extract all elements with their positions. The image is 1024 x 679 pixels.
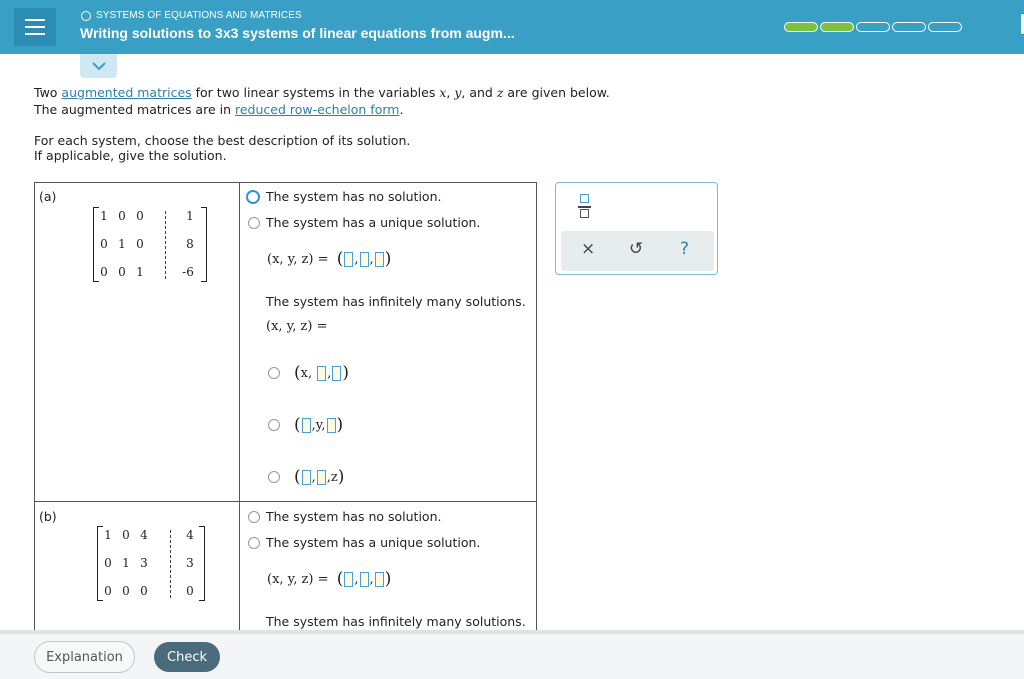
fraction-denominator-box — [580, 209, 589, 218]
option-label: The system has infinitely many solutions. — [266, 614, 526, 629]
matrix-cell: 1 — [118, 237, 126, 251]
paren: ) — [336, 415, 344, 435]
matrix-cell: 0 — [136, 209, 144, 223]
progress-bar — [784, 22, 962, 32]
matrix-cell: 0 — [136, 237, 144, 251]
fraction-icon[interactable] — [578, 194, 592, 220]
intro-text: , and — [461, 85, 497, 100]
var-text: z — [330, 469, 338, 485]
answer-box[interactable] — [344, 252, 353, 267]
explanation-button[interactable]: Explanation — [34, 641, 135, 673]
paren: ( — [294, 415, 301, 435]
intro-line-1 — [34, 84, 610, 101]
option-label: The system has no solution. — [266, 509, 442, 524]
comma: , — [311, 469, 316, 485]
matrix-cell: 1 — [136, 265, 144, 279]
topic-label: SYSTEMS OF EQUATIONS AND MATRICES — [96, 10, 302, 21]
matrix-bracket-right — [199, 526, 205, 601]
radio-button[interactable] — [268, 471, 280, 483]
progress-segment — [820, 22, 854, 32]
radio-button[interactable] — [248, 537, 260, 549]
matrix-cell: 0 — [118, 209, 126, 223]
var-z: z — [496, 85, 504, 100]
fraction-numerator-box — [580, 194, 589, 203]
answer-box[interactable] — [317, 366, 326, 381]
matrix-cell: 3 — [186, 556, 194, 570]
param-form — [294, 415, 343, 435]
intro-text: . — [399, 102, 404, 117]
param-form — [294, 467, 344, 487]
option-label: The system has a unique solution. — [266, 215, 481, 230]
clear-icon[interactable]: × — [581, 239, 596, 259]
paren: ) — [384, 569, 392, 589]
matrix-b — [97, 526, 205, 601]
matrix-cell: 0 — [104, 584, 112, 598]
comma: , — [354, 571, 359, 587]
collapse-toggle-button[interactable] — [80, 54, 117, 78]
unique-solution-b — [267, 569, 391, 589]
answer-box[interactable] — [327, 418, 336, 433]
menu-button[interactable] — [14, 8, 56, 46]
undo-icon[interactable]: ↺ — [629, 239, 644, 259]
param-option-y-a[interactable] — [268, 415, 343, 435]
chevron-down-icon — [92, 62, 106, 71]
option-label: The system has a unique solution. — [266, 535, 481, 550]
option-infinite-a[interactable] — [266, 294, 526, 309]
paren: ( — [294, 363, 301, 383]
comma: , — [327, 365, 332, 381]
progress-segment — [928, 22, 962, 32]
paren: ( — [294, 467, 301, 487]
radio-button[interactable] — [268, 419, 280, 431]
part-b-label: (b) — [39, 509, 57, 524]
check-button[interactable]: Check — [154, 642, 220, 672]
matrix-cell: -6 — [182, 265, 194, 279]
matrix-cell: 0 — [100, 237, 108, 251]
answer-box[interactable] — [302, 470, 311, 485]
var-text: y, — [315, 417, 326, 433]
topic-heading[interactable] — [81, 10, 302, 21]
divider — [35, 501, 537, 502]
comma: , — [326, 469, 331, 485]
matrix-cell: 8 — [186, 237, 194, 251]
answer-box[interactable] — [375, 572, 384, 587]
answer-box[interactable] — [317, 470, 326, 485]
matrix-cell: 0 — [100, 265, 108, 279]
tool-actions — [561, 231, 714, 271]
fraction-bar — [578, 206, 591, 208]
matrix-cell: 0 — [122, 528, 130, 542]
paren: ( — [336, 569, 344, 589]
hamburger-icon — [25, 26, 45, 28]
answer-box[interactable] — [344, 572, 353, 587]
intro-line-4: If applicable, give the solution. — [34, 148, 227, 163]
answer-box[interactable] — [302, 418, 311, 433]
radio-button[interactable] — [268, 367, 280, 379]
matrix-cell: 1 — [104, 528, 112, 542]
augment-divider — [165, 211, 166, 279]
unique-solution-a — [267, 249, 391, 269]
answer-box[interactable] — [360, 252, 369, 267]
comma: , — [369, 251, 374, 267]
paren: ( — [336, 249, 344, 269]
option-label: The system has infinitely many solutions. — [266, 294, 526, 309]
matrix-cell: 1 — [186, 209, 194, 223]
problem-table — [34, 182, 537, 632]
answer-box[interactable] — [375, 252, 384, 267]
matrix-cell: 4 — [186, 528, 194, 542]
top-header — [0, 0, 1024, 54]
answer-box[interactable] — [332, 366, 341, 381]
progress-segment — [784, 22, 818, 32]
topic-circle-icon — [81, 11, 91, 21]
matrix-cell: 3 — [140, 556, 148, 570]
matrix-cell: 1 — [122, 556, 130, 570]
paren: ) — [384, 249, 392, 269]
intro-text: The augmented matrices are in — [34, 102, 235, 117]
matrix-cell: 0 — [118, 265, 126, 279]
divider — [239, 183, 240, 632]
matrix-cell: 0 — [186, 584, 194, 598]
var-x: x — [439, 85, 447, 100]
math-tools-panel — [555, 182, 718, 275]
option-no-solution-a[interactable] — [247, 189, 441, 204]
param-option-x-a[interactable] — [268, 363, 349, 383]
lesson-title: Writing solutions to 3x3 systems of linear equations from augm... — [80, 25, 515, 41]
infinite-label-a: (x, y, z) = — [266, 319, 328, 334]
matrix-cell: 0 — [104, 556, 112, 570]
radio-button[interactable] — [248, 511, 260, 523]
intro-text: , — [446, 85, 455, 100]
param-form — [294, 363, 349, 383]
matrix-cell: 4 — [140, 528, 148, 542]
option-unique-b[interactable] — [248, 535, 480, 550]
radio-button[interactable] — [248, 217, 260, 229]
augmented-matrices-link[interactable]: augmented matrices — [61, 85, 192, 100]
augment-divider — [170, 530, 171, 598]
option-label: The system has no solution. — [266, 189, 442, 204]
matrix-cell: 1 — [100, 209, 108, 223]
intro-line-3: For each system, choose the best description of its solution. — [34, 133, 411, 148]
progress-segment — [856, 22, 890, 32]
help-icon[interactable]: ? — [680, 239, 690, 259]
xyz-label: (x, y, z) = — [267, 571, 329, 587]
answer-box[interactable] — [360, 572, 369, 587]
option-infinite-b[interactable] — [266, 614, 526, 629]
comma: , — [354, 251, 359, 267]
paren: ) — [337, 467, 345, 487]
matrix-a — [93, 207, 207, 282]
xyz-label: (x, y, z) = — [267, 251, 329, 267]
intro-line-2 — [34, 101, 403, 118]
paren: ) — [342, 363, 350, 383]
intro-text: for two linear systems in the variables — [191, 85, 440, 100]
intro-text: are given below. — [503, 85, 610, 100]
matrix-bracket-right — [201, 207, 207, 282]
var-text: x, — [300, 365, 313, 381]
progress-segment — [892, 22, 926, 32]
hamburger-icon — [25, 33, 45, 35]
comma: , — [311, 417, 316, 433]
param-option-z-a[interactable] — [268, 467, 344, 487]
hamburger-icon — [25, 19, 45, 21]
part-a-label: (a) — [39, 189, 57, 204]
radio-button[interactable] — [246, 190, 260, 204]
comma: , — [369, 571, 374, 587]
var-y: y — [454, 85, 462, 100]
option-no-solution-b[interactable] — [248, 509, 441, 524]
option-unique-a[interactable] — [248, 215, 480, 230]
intro-text: Two — [34, 85, 62, 100]
matrix-cell: 0 — [122, 584, 130, 598]
matrix-cell: 0 — [140, 584, 148, 598]
rref-link[interactable]: reduced row-echelon form — [234, 102, 400, 117]
